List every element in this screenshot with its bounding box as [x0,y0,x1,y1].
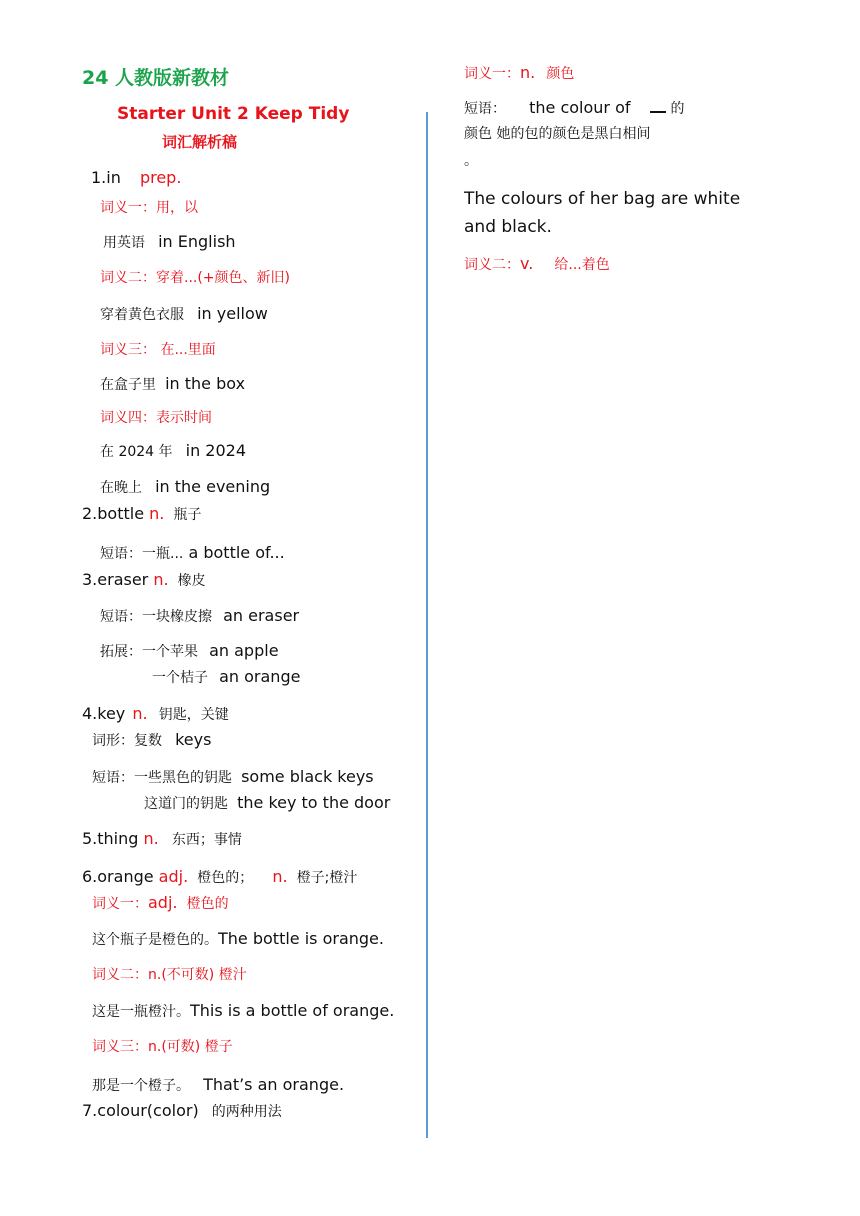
colour-phrase-line-2: 颜色 她的包的颜色是黑白相间 [464,126,651,142]
extension-zh: 拓展：一个苹果 [100,644,198,660]
example-en: in English [158,232,236,251]
in-meaning-4: 词义四：表示时间 [100,410,212,426]
meaning-pos: v. [520,254,534,273]
entry-key [82,704,229,725]
form-en: keys [175,730,212,749]
entry-orange [82,867,357,888]
in-meaning-2: 词义二：穿着...(+颜色、新旧) [100,270,291,286]
in-meaning-1: 词义一：用，以 [100,200,198,216]
key-form [92,730,211,751]
pos-n: n. [132,704,148,723]
bottle-phrase [100,543,285,564]
colour-meaning-2 [464,254,610,275]
word-thing: 5.thing [82,829,139,848]
phrase-label: 短语： [464,101,506,117]
pos-n: n. [149,504,165,523]
example-zh: 在 2024 年 [100,444,173,460]
phrase-en: some black keys [241,767,374,786]
subtitle: 词汇解析稿 [162,133,238,151]
colour-sentence-line-2: and black. [464,217,552,237]
example-zh: 这是一瓶橙汁。 [92,1004,190,1020]
pos-adj: adj. [158,867,189,886]
example-en: in 2024 [185,441,247,460]
eraser-extension-2 [152,667,300,688]
column-divider [426,112,428,1138]
example-zh: 穿着黄色衣服 [100,307,184,323]
phrase-zh: 这道门的钥匙 [144,796,228,812]
extension-zh: 一个桔子 [152,670,208,686]
phrase-en: an eraser [223,606,300,625]
colour-phrase [464,98,684,119]
example-en: That’s an orange. [203,1075,345,1094]
example-en: in the box [165,374,246,393]
in-example-4 [100,441,246,462]
example-en: This is a bottle of orange. [190,1001,395,1020]
example-zh: 用英语 [103,235,145,251]
eraser-phrase [100,606,299,627]
eraser-extension-1 [100,641,279,662]
entry-bottle [82,504,201,525]
example-zh: 那是一个橙子。 [92,1078,190,1094]
meaning-cn: 瓶子 [173,507,202,523]
orange-meaning-3: 词义三：n.(可数) 橙子 [92,1039,233,1055]
meaning-cn: 颜色 [546,66,575,82]
in-meaning-3: 词义三： 在...里面 [100,342,216,358]
document-title: 24 人教版新教材 [82,67,230,89]
phrase-zh: 短语：一些黑色的钥匙 [92,770,232,786]
entry-eraser [82,570,206,591]
meaning-cn: 的两种用法 [211,1104,282,1120]
orange-meaning-2: 词义二：n.(不可数) 橙汁 [92,967,247,983]
pos-n: n. [143,829,159,848]
example-en: in the evening [155,477,271,496]
fill-blank [650,99,666,113]
example-zh: 在盒子里 [100,377,156,393]
phrase-zh: 短语：一瓶... [100,546,184,562]
example-en: in yellow [197,304,268,323]
colour-sentence-line-1: The colours of her bag are white [464,189,741,209]
meaning-label: 词义二： [464,257,520,273]
in-example-5 [100,477,270,498]
example-en: The bottle is orange. [218,929,384,948]
entry-in [91,168,181,188]
entry-thing [82,829,242,850]
meaning-cn: 给...着色 [554,257,610,273]
meaning-pos: adj. [148,893,178,912]
extension-en: an orange [219,667,301,686]
example-zh: 这个瓶子是橙色的。 [92,932,218,948]
word-eraser: 3.eraser [82,570,149,589]
meaning-label: 词义一： [464,66,520,82]
word-bottle: 2.bottle [82,504,145,523]
entry-colour [82,1101,282,1122]
meaning-cn: 橙子;橙汁 [296,870,358,886]
meaning-cn: 橙色的； [197,870,254,886]
phrase-zh: 短语：一块橡皮擦 [100,609,212,625]
example-zh: 在晚上 [100,480,142,496]
orange-meaning-1 [92,893,229,914]
meaning-cn: 橡皮 [177,573,206,589]
phrase-tail: 的 [670,101,685,117]
pos-n: n. [272,867,288,886]
key-phrase-2 [144,793,390,814]
word-in: 1.in [91,168,121,187]
orange-example-1 [92,929,384,950]
meaning-label: 词义一： [92,896,148,912]
pos-prep: prep. [139,168,182,187]
in-example-3 [100,374,245,395]
orange-example-2 [92,1001,394,1022]
meaning-cn: 橙色的 [186,896,229,912]
meaning-pos: n. [520,63,536,82]
orange-example-3 [92,1075,344,1096]
word-colour: 7.colour(color) [82,1101,199,1120]
meaning-cn: 钥匙，关键 [158,707,229,723]
colour-meaning-1 [464,63,574,84]
phrase-en: the colour of [529,98,631,117]
word-key: 4.key [82,704,126,723]
colour-phrase-line-3: 。 [464,153,478,169]
phrase-en: the key to the door [237,793,391,812]
in-example-1 [103,232,236,253]
phrase-en: a bottle of... [188,543,285,562]
extension-en: an apple [209,641,279,660]
in-example-2 [100,304,268,325]
key-phrase-1 [92,767,374,788]
word-orange: 6.orange [82,867,154,886]
meaning-cn: 东西；事情 [171,832,242,848]
form-zh: 词形：复数 [92,733,162,749]
unit-title: Starter Unit 2 Keep Tidy [117,104,350,124]
pos-n: n. [153,570,169,589]
